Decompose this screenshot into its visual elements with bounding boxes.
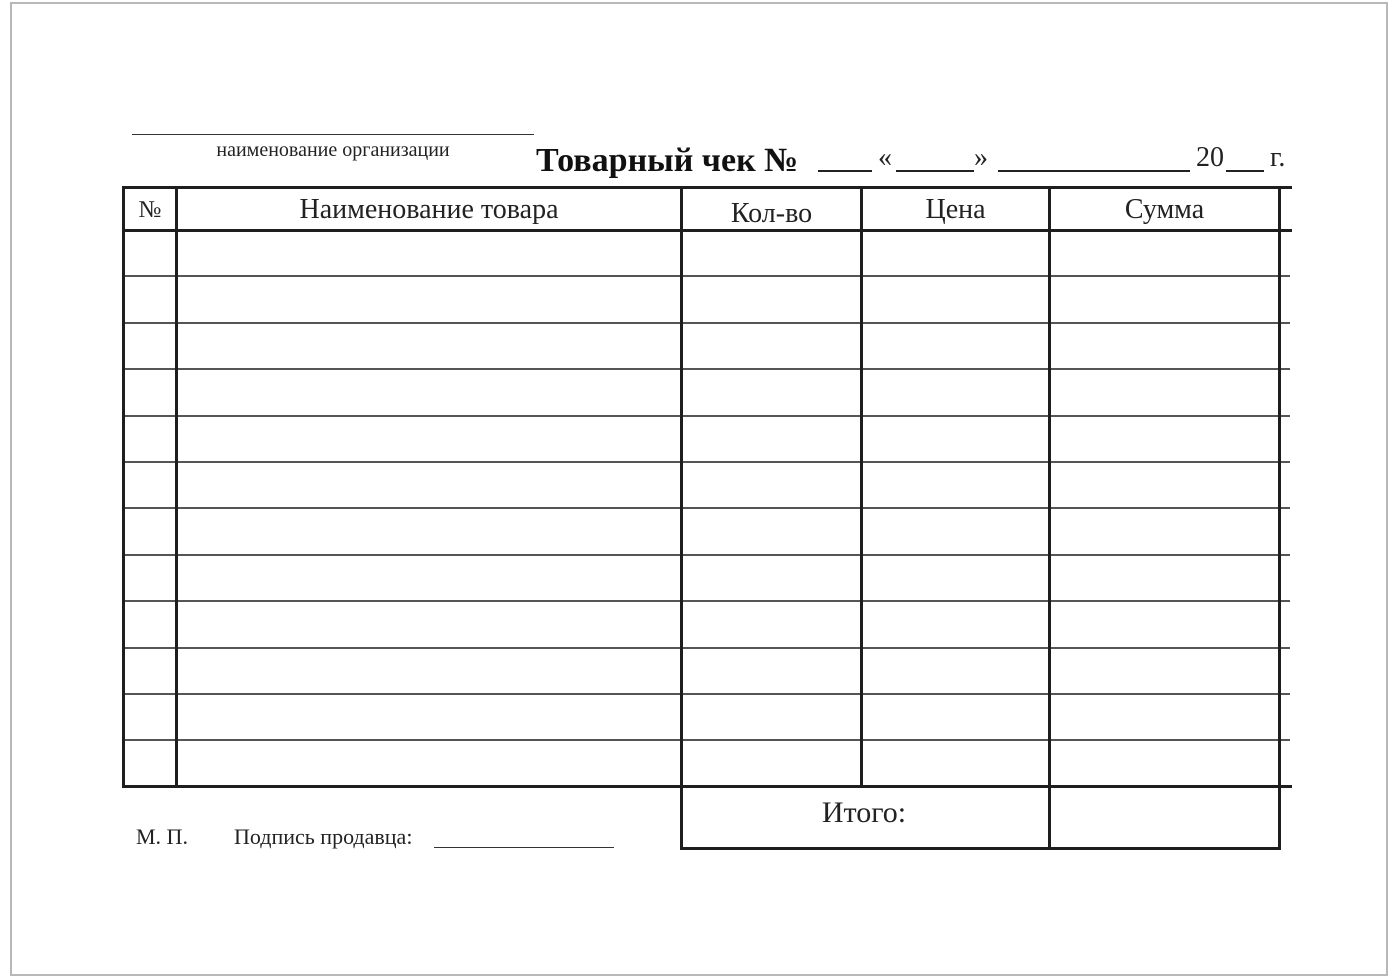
quote-close: »: [974, 142, 988, 173]
row-divider: [124, 415, 1290, 417]
col-header-price: Цена: [925, 194, 986, 225]
day-blank[interactable]: [896, 170, 974, 172]
year-suffix: г.: [1270, 142, 1286, 173]
col-divider-number: [175, 186, 178, 788]
total-value-field[interactable]: [1051, 788, 1278, 847]
col-header-sum: Сумма: [1124, 194, 1205, 225]
month-blank[interactable]: [998, 170, 1190, 172]
row-divider: [124, 693, 1290, 695]
row-divider: [124, 554, 1290, 556]
col-divider-price: [1048, 186, 1051, 850]
table-right-border: [1278, 186, 1281, 850]
col-header-qty: Кол-во: [730, 198, 813, 229]
total-label: Итого:: [821, 796, 907, 829]
row-divider: [124, 368, 1290, 370]
row-divider: [124, 322, 1290, 324]
col-divider-name: [680, 186, 683, 850]
table-left-border: [122, 186, 125, 788]
table-top-border: [122, 186, 1292, 189]
row-divider: [124, 647, 1290, 649]
row-divider: [124, 600, 1290, 602]
row-divider: [124, 461, 1290, 463]
organization-name-line[interactable]: [132, 134, 534, 135]
row-divider: [124, 275, 1290, 277]
signature-label: Подпись продавца:: [234, 824, 413, 849]
receipt-form: [10, 2, 1388, 976]
col-header-name: Наименование товара: [299, 194, 559, 225]
stamp-label: М. П.: [136, 824, 188, 849]
form-title: Товарный чек №: [536, 142, 799, 179]
row-divider: [124, 739, 1290, 741]
col-header-number: №: [138, 197, 162, 223]
signature-line[interactable]: [434, 847, 614, 848]
col-divider-qty: [860, 186, 863, 788]
year-prefix: 20: [1196, 142, 1224, 173]
organization-caption: наименование организации: [216, 139, 450, 161]
receipt-number-blank[interactable]: [818, 170, 872, 172]
total-row-bottom-border: [680, 847, 1281, 850]
row-divider: [124, 507, 1290, 509]
year-blank[interactable]: [1226, 170, 1264, 172]
quote-open: «: [878, 142, 892, 173]
